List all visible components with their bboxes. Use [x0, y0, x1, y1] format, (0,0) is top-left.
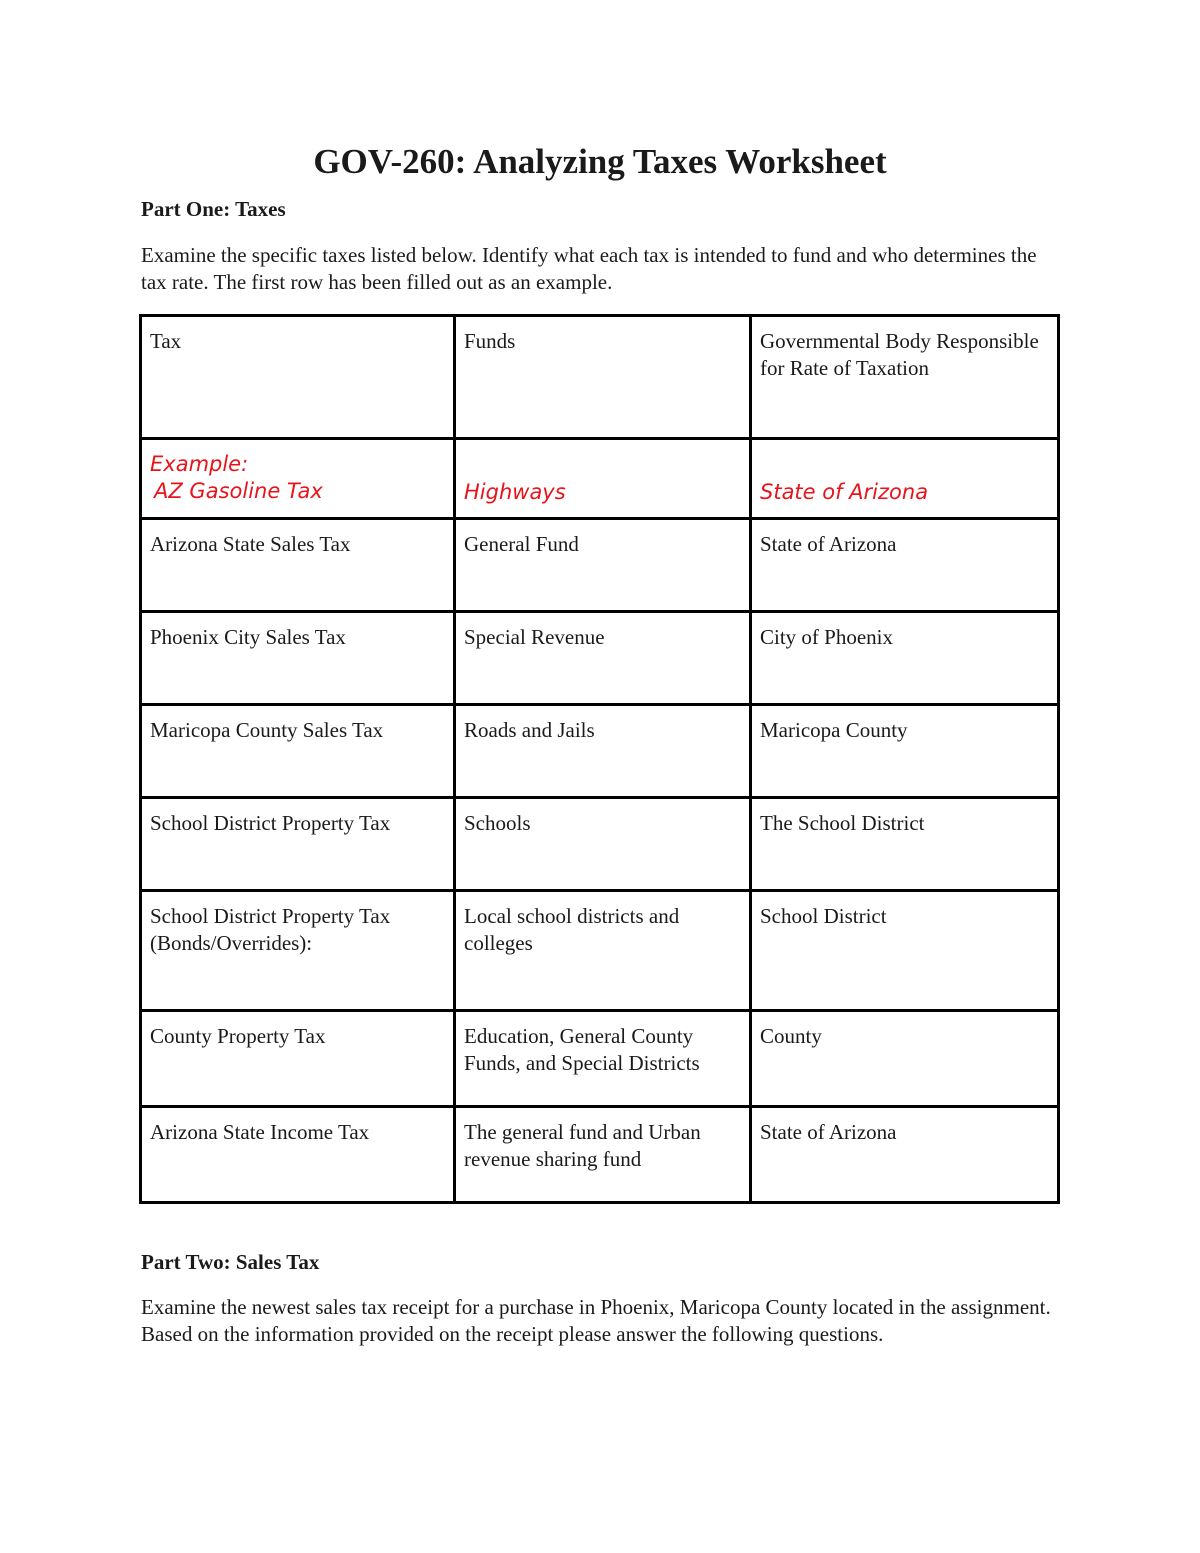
funds-cell: Special Revenue — [455, 612, 751, 705]
table-row — [141, 705, 1059, 798]
body-cell: City of Phoenix — [751, 612, 1059, 705]
example-tax: AZ Gasoline Tax — [154, 479, 323, 503]
funds-cell: Roads and Jails — [455, 705, 751, 798]
header-funds: Funds — [455, 316, 751, 439]
body-cell: School District — [751, 891, 1059, 1011]
part-one-instructions: Examine the specific taxes listed below. Identify what each tax is intended to fund and who determines the tax rate. The first row has been filled out as an example. — [141, 243, 1037, 294]
table-row — [141, 1107, 1059, 1203]
tax-cell: School District Property Tax (Bonds/Overrides): — [141, 891, 455, 1011]
header-governmental-body: Governmental Body Responsible for Rate of Taxation — [751, 316, 1059, 439]
tax-cell: School District Property Tax — [141, 798, 455, 891]
example-tax-cell — [141, 439, 455, 519]
tax-cell: County Property Tax — [141, 1011, 455, 1107]
tax-cell: Phoenix City Sales Tax — [141, 612, 455, 705]
example-funds-cell — [455, 439, 751, 519]
table-row — [141, 891, 1059, 1011]
body-cell: The School District — [751, 798, 1059, 891]
table-header-row — [141, 316, 1059, 439]
part-two-instructions: Examine the newest sales tax receipt for a purchase in Phoenix, Maricopa County located in the assignment. Based on the information provided on the receipt please answer the following questions. — [141, 1295, 1051, 1346]
tax-cell: Arizona State Income Tax — [141, 1107, 455, 1203]
part-one-heading: Part One: Taxes — [141, 197, 286, 221]
body-cell: State of Arizona — [751, 519, 1059, 612]
funds-cell: Education, General County Funds, and Special Districts — [455, 1011, 751, 1107]
part-two-heading: Part Two: Sales Tax — [141, 1250, 320, 1274]
table-row — [141, 612, 1059, 705]
body-cell: State of Arizona — [751, 1107, 1059, 1203]
body-cell: Maricopa County — [751, 705, 1059, 798]
table-row — [141, 1011, 1059, 1107]
example-label: Example: — [150, 452, 249, 476]
table-row — [141, 519, 1059, 612]
example-funds: Highways — [464, 480, 566, 504]
example-body: State of Arizona — [760, 480, 929, 504]
tax-cell: Maricopa County Sales Tax — [141, 705, 455, 798]
body-cell: County — [751, 1011, 1059, 1107]
page-title: GOV-260: Analyzing Taxes Worksheet — [313, 142, 887, 181]
tax-cell: Arizona State Sales Tax — [141, 519, 455, 612]
funds-cell: General Fund — [455, 519, 751, 612]
funds-cell: Local school districts and colleges — [455, 891, 751, 1011]
header-tax: Tax — [141, 316, 455, 439]
funds-cell: Schools — [455, 798, 751, 891]
example-body-cell — [751, 439, 1059, 519]
funds-cell: The general fund and Urban revenue sharing fund — [455, 1107, 751, 1203]
example-row — [141, 439, 1059, 519]
table-row — [141, 798, 1059, 891]
taxes-table — [139, 314, 1060, 1204]
